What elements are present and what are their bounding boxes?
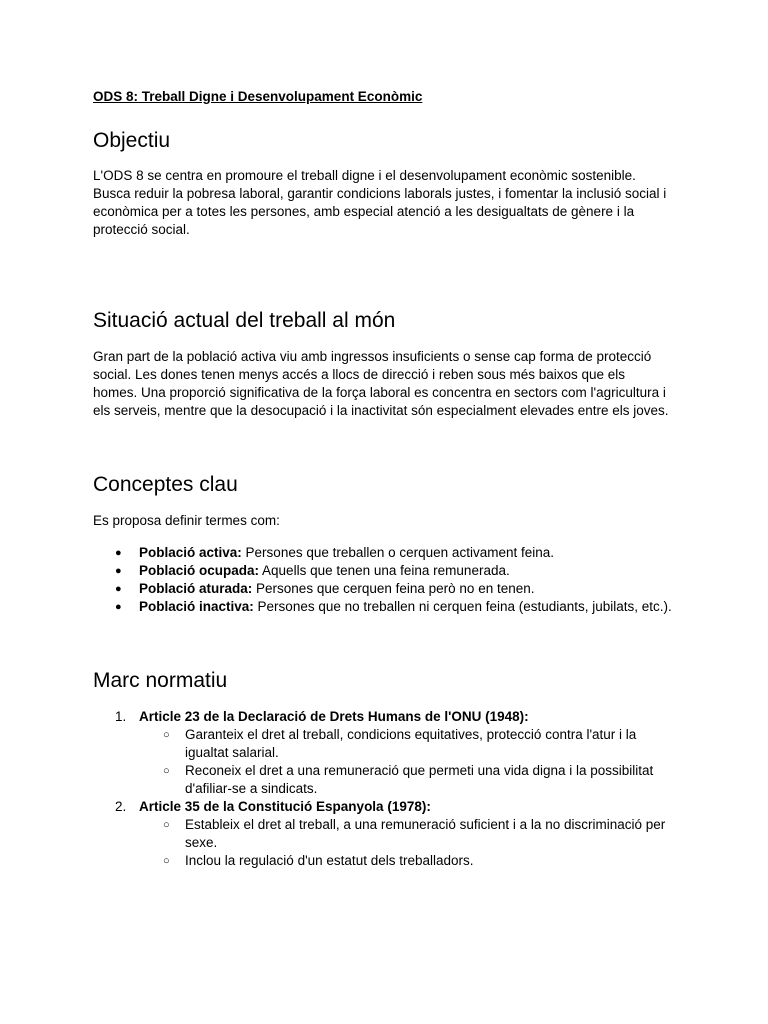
bullet-icon: ● [115,565,122,577]
legal-article-item [93,798,673,870]
article-title: Article 23 de la Declaració de Drets Humans de l'ONU (1948): [139,709,529,724]
concept-term: Població ocupada: [139,563,260,578]
concept-definition: Aquells que tenen una feina remunerada. [259,563,510,578]
concept-list [93,544,673,616]
article-subitem-text: Inclou la regulació d'un estatut dels treballadors. [185,853,474,868]
section-heading-objectiu: Objectiu [93,129,171,152]
bullet-icon: ● [115,547,122,559]
circle-bullet-icon: ○ [163,855,170,867]
circle-bullet-icon: ○ [163,765,170,777]
circle-bullet-icon: ○ [163,729,170,741]
circle-bullet-icon: ○ [163,819,170,831]
concept-term: Població inactiva: [139,599,254,614]
list-number: 2. [115,799,127,814]
section-heading-situacio: Situació actual del treball al món [93,309,396,332]
concept-definition: Persones que treballen o cerquen activament feina. [241,545,554,560]
document-page [93,86,673,870]
concept-item [93,562,673,580]
article-subitem-text: Garanteix el dret al treball, condicions equitatives, protecció contra l'atur i la igualtat salarial. [185,727,637,760]
concept-item [93,544,673,562]
article-title: Article 35 de la Constitució Espanyola (1978): [139,799,431,814]
bullet-icon: ● [115,601,122,613]
list-number: 1. [115,709,127,724]
concept-definition: Persones que cerquen feina però no en tenen. [252,581,535,596]
article-subitem [139,726,673,762]
article-sublist [139,816,673,870]
section-heading-conceptes: Conceptes clau [93,473,238,496]
article-subitem-text: Estableix el dret al treball, a una remuneració suficient i a la no discriminació per sexe. [185,817,666,850]
article-subitem-text: Reconeix el dret a una remuneració que permeti una vida digna i la possibilitat d'afiliar-se a sindicats. [185,763,654,796]
legal-framework-list [93,708,673,870]
legal-article-item [93,708,673,798]
paragraph-situacio: Gran part de la població activa viu amb ingressos insuficients o sense cap forma de protecció social. Les dones tenen menys accés a llocs de direcció i reben sous més baixos que els homes. Una proporció significativa de la força laboral es concentra en sectors com l'agricultura i els serveis, mentre que la desocupació i la inactivitat són especialment elevades entre els joves. [93,349,669,418]
paragraph-objectiu: L'ODS 8 se centra en promoure el treball digne i el desenvolupament econòmic sostenible. Busca reduir la pobresa laboral, garantir condicions laborals justes, i fomentar la inclusió social i econòmica per a totes les persones, amb especial atenció a les desigualtats de gènere i la protecció social. [93,168,667,237]
article-sublist [139,726,673,798]
concept-term: Població aturada: [139,581,253,596]
section-heading-marc: Marc normatiu [93,669,228,692]
paragraph-conceptes-intro: Es proposa definir termes com: [93,513,280,528]
document-title: ODS 8: Treball Digne i Desenvolupament Econòmic [93,89,423,104]
concept-item [93,598,673,616]
concept-definition: Persones que no treballen ni cerquen feina (estudiants, jubilats, etc.). [253,599,672,614]
concept-item [93,580,673,598]
article-subitem [139,852,673,870]
bullet-icon: ● [115,583,122,595]
article-subitem [139,816,673,852]
concept-term: Població activa: [139,545,242,560]
article-subitem [139,762,673,798]
